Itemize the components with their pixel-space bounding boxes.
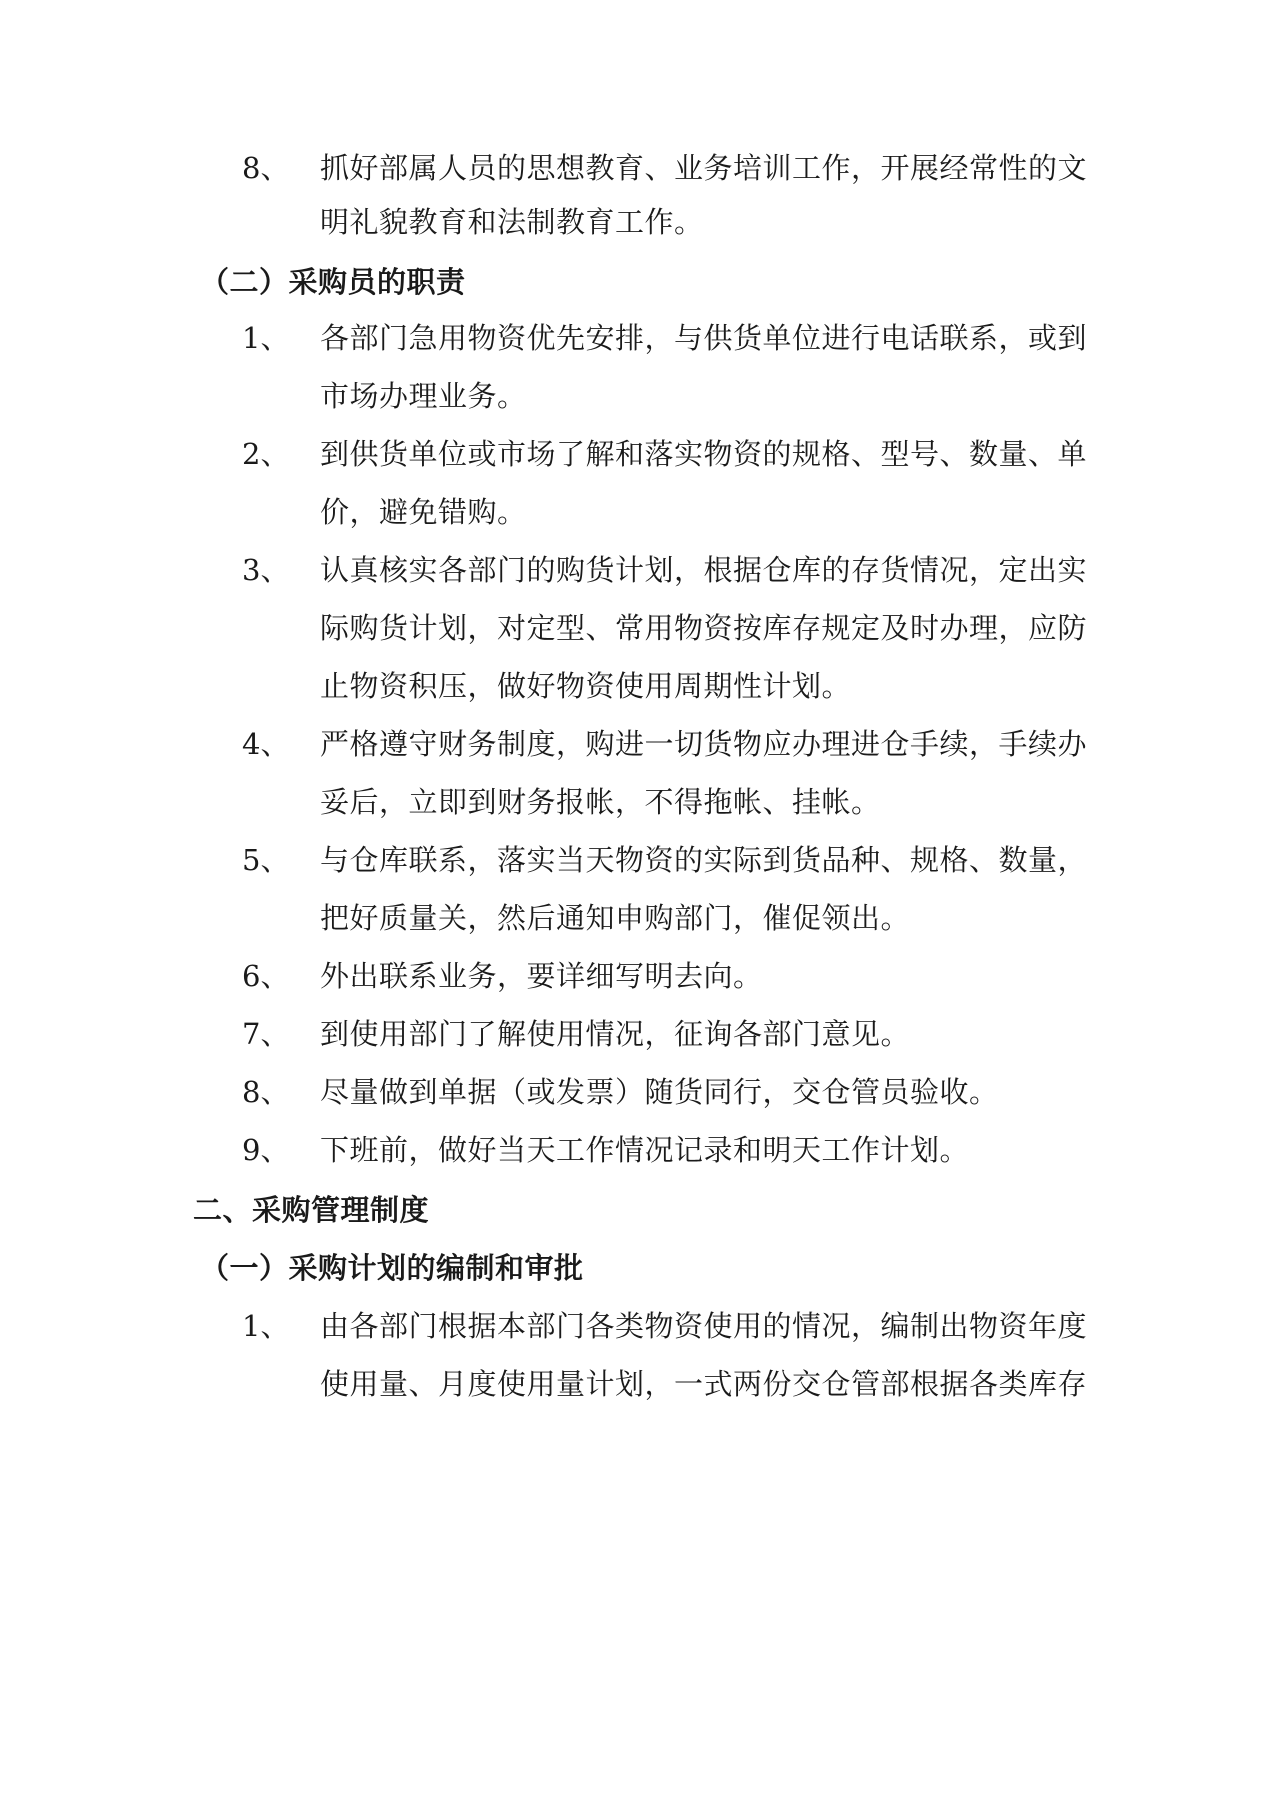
list-item-text: 认真核实各部门的购货计划，根据仓库的存货情况，定出实 [320, 553, 1088, 587]
list-number: 5、 [242, 843, 290, 877]
list-item-continuation: 妥后，立即到财务报帐，不得拖帐、挂帐。 [320, 785, 881, 819]
list-number: 6、 [242, 959, 290, 993]
list-item-text: 由各部门根据本部门各类物资使用的情况，编制出物资年度 [320, 1309, 1088, 1343]
list-item-text: 与仓库联系，落实当天物资的实际到货品种、规格、数量， [320, 843, 1088, 877]
section-subheading: （二）采购员的职责 [200, 265, 466, 299]
list-number: 9、 [242, 1133, 290, 1167]
list-item-text: 到使用部门了解使用情况，征询各部门意见。 [320, 1017, 911, 1051]
list-item-continuation: 际购货计划，对定型、常用物资按库存规定及时办理，应防 [320, 611, 1088, 645]
list-number: 2、 [242, 437, 290, 471]
list-item-text: 下班前，做好当天工作情况记录和明天工作计划。 [320, 1133, 970, 1167]
list-item-continuation: 止物资积压，做好物资使用周期性计划。 [320, 669, 852, 703]
list-number: 8、 [242, 151, 290, 185]
list-item-continuation: 使用量、月度使用量计划，一式两份交仓管部根据各类库存 [320, 1367, 1088, 1401]
list-item-continuation: 市场办理业务。 [320, 379, 527, 413]
section-subheading: （一）采购计划的编制和审批 [200, 1251, 584, 1285]
list-item-text: 各部门急用物资优先安排，与供货单位进行电话联系，或到 [320, 321, 1088, 355]
list-item-text: 到供货单位或市场了解和落实物资的规格、型号、数量、单 [320, 437, 1088, 471]
list-item-text: 严格遵守财务制度，购进一切货物应办理进仓手续，手续办 [320, 727, 1088, 761]
section-heading: 二、采购管理制度 [193, 1193, 430, 1227]
list-number: 8、 [242, 1075, 290, 1109]
list-number: 1、 [242, 1309, 290, 1343]
list-item-continuation: 明礼貌教育和法制教育工作。 [320, 205, 704, 239]
list-number: 3、 [242, 553, 290, 587]
list-item-text: 抓好部属人员的思想教育、业务培训工作，开展经常性的文 [320, 151, 1088, 185]
list-item-continuation: 把好质量关，然后通知申购部门，催促领出。 [320, 901, 911, 935]
list-number: 4、 [242, 727, 290, 761]
list-item-text: 外出联系业务，要详细写明去向。 [320, 959, 763, 993]
list-item-continuation: 价，避免错购。 [320, 495, 527, 529]
list-number: 7、 [242, 1017, 290, 1051]
list-item-text: 尽量做到单据（或发票）随货同行，交仓管员验收。 [320, 1075, 999, 1109]
list-number: 1、 [242, 321, 290, 355]
